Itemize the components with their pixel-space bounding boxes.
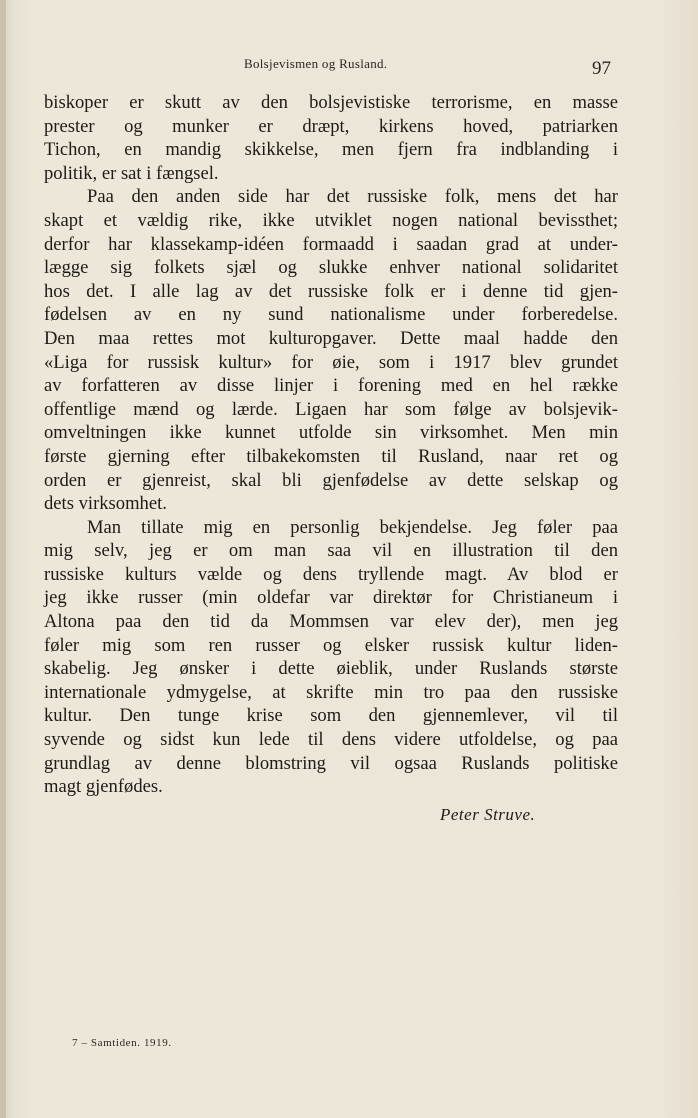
text-line: første gjerning efter tilbakekomsten til Rusland, naar ret og <box>44 445 618 467</box>
body-text <box>44 91 618 799</box>
page-spine-shadow <box>0 0 6 1118</box>
text-line: internationale ydmygelse, at skrifte min tro paa den russiske <box>44 681 618 703</box>
text-line: hos det. I alle lag av det russiske folk er i denne tid gjen- <box>44 280 618 302</box>
text-line: kultur. Den tunge krise som den gjennemlever, vil til <box>44 705 618 727</box>
text-line: skabelig. Jeg ønsker i dette øieblik, under Ruslands største <box>44 658 618 680</box>
text-line: jeg ikke russer (min oldefar var direktør for Christianeum i <box>44 587 618 609</box>
text-line: omveltningen ikke kunnet utfolde sin virksomhet. Men min <box>44 422 618 444</box>
text-line: offentlige mænd og lærde. Ligaen har som følge av bolsjevik- <box>44 398 618 420</box>
text-line: prester og munker er dræpt, kirkens hoved, patriarken <box>44 115 618 137</box>
text-line: «Liga for russisk kultur» for øie, som i 1917 blev grundet <box>44 351 618 373</box>
running-head: Bolsjevismen og Rusland. <box>244 56 388 71</box>
text-line: Tichon, en mandig skikkelse, men fjern fra indblanding i <box>44 139 618 161</box>
text-line: føler mig som ren russer og elsker russisk kultur liden- <box>44 634 618 656</box>
text-line: lægge sig folkets sjæl og slukke enhver national solidaritet <box>44 257 618 279</box>
page-number: 97 <box>592 58 611 79</box>
text-line: russiske kulturs vælde og dens tryllende magt. Av blod er <box>44 563 618 585</box>
text-line: magt gjenfødes. <box>44 776 163 798</box>
text-line: biskoper er skutt av den bolsjevistiske terrorisme, en masse <box>44 92 618 113</box>
text-line: grundlag av denne blomstring vil ogsaa Ruslands politiske <box>44 752 618 774</box>
text-line: dets virksomhet. <box>44 493 167 515</box>
text-line: Man tillate mig en personlig bekjendelse. Jeg føler paa <box>87 516 618 538</box>
footer-signature-mark: 7 – Samtiden. 1919. <box>72 1037 172 1049</box>
text-line: Den maa rettes mot kulturopgaver. Dette maal hadde den <box>44 327 618 349</box>
text-line: Paa den anden side har det russiske folk, mens det har <box>87 186 618 208</box>
text-line: politik, er sat i fængsel. <box>44 162 219 184</box>
text-line: derfor har klassekamp-idéen formaadd i saadan grad at under- <box>44 233 618 255</box>
text-line: skapt et vældig rike, ikke utviklet nogen national bevissthet; <box>44 209 618 231</box>
text-line: av forfatteren av disse linjer i forening med en hel række <box>44 375 618 397</box>
author-signature: Peter Struve. <box>440 805 536 824</box>
text-line: Altona paa den tid da Mommsen var elev der), men jeg <box>44 611 618 633</box>
text-line: mig selv, jeg er om man saa vil en illustration til den <box>44 540 618 562</box>
text-line: orden er gjenreist, skal bli gjenfødelse av dette selskap og <box>44 469 618 491</box>
text-line: syvende og sidst kun lede til dens videre utfoldelse, og paa <box>44 729 618 751</box>
text-line: fødelsen av en ny sund nationalisme under forberedelse. <box>44 304 618 326</box>
